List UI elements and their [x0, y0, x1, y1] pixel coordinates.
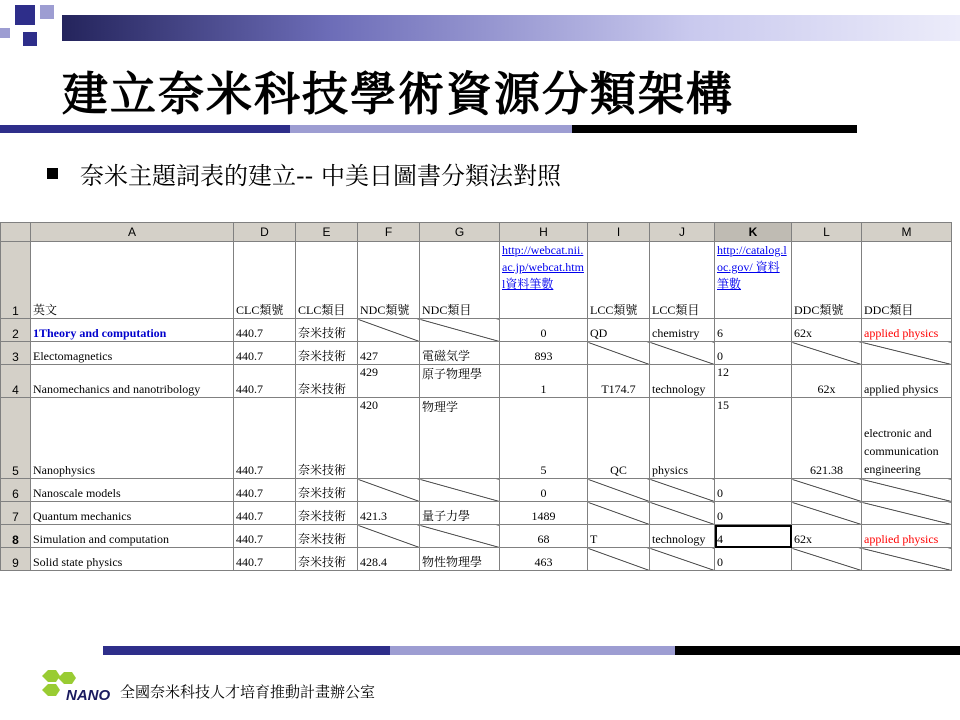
cell-l-empty[interactable] — [792, 479, 862, 502]
table-row — [1, 548, 952, 571]
cell-g[interactable]: 物性物理學 — [420, 548, 500, 571]
cell-h[interactable]: 1 — [500, 365, 588, 398]
cell-e[interactable]: 奈米技術 — [296, 319, 358, 342]
cell-l[interactable]: 62x — [792, 525, 862, 548]
slide-title: 建立奈米科技學術資源分類架構 — [62, 67, 734, 121]
cell-d[interactable]: 440.7 — [234, 502, 296, 525]
table-row — [1, 502, 952, 525]
cell-e[interactable]: 奈米技術 — [296, 342, 358, 365]
col-header-a[interactable]: A — [31, 223, 234, 242]
table-row-header — [1, 242, 952, 319]
row-header-6[interactable]: 6 — [1, 479, 31, 502]
col-header-i[interactable]: I — [588, 223, 650, 242]
cell-i[interactable]: T174.7 — [588, 365, 650, 398]
cell-e[interactable]: 奈米技術 — [296, 398, 358, 479]
cell-i-empty[interactable] — [588, 548, 650, 571]
cell-d[interactable]: 440.7 — [234, 548, 296, 571]
cell-i-empty[interactable] — [588, 479, 650, 502]
cell-d[interactable]: 440.7 — [234, 398, 296, 479]
title-underline-navy — [0, 125, 290, 133]
row-header-3[interactable]: 3 — [1, 342, 31, 365]
cell-h[interactable]: 463 — [500, 548, 588, 571]
spreadsheet-screenshot — [0, 222, 960, 586]
col-header-h[interactable]: H — [500, 223, 588, 242]
cell-e[interactable]: 奈米技術 — [296, 365, 358, 398]
table-row — [1, 319, 952, 342]
cell-header-h-link[interactable]: http://webcat.nii.ac.jp/webcat.html資料筆數 — [500, 242, 588, 319]
cell-i[interactable]: QD — [588, 319, 650, 342]
deco-square-lavender-small — [0, 28, 10, 38]
row-header-2[interactable]: 2 — [1, 319, 31, 342]
table-row — [1, 479, 952, 502]
col-header-j[interactable]: J — [650, 223, 715, 242]
cell-j[interactable]: technology — [650, 525, 715, 548]
cell-f-empty[interactable] — [358, 319, 420, 342]
cell-k[interactable]: 0 — [715, 342, 792, 365]
cell-a[interactable]: 1Theory and computation — [31, 319, 234, 342]
col-header-f[interactable]: F — [358, 223, 420, 242]
bottom-bar-black — [675, 646, 960, 655]
bullet-marker — [47, 168, 58, 179]
cell-e[interactable]: 奈米技術 — [296, 502, 358, 525]
cell-a[interactable]: Nanophysics — [31, 398, 234, 479]
cell-e[interactable]: 奈米技術 — [296, 548, 358, 571]
deco-square-navy — [15, 5, 35, 25]
cell-header-d[interactable]: CLC類號 — [234, 242, 296, 319]
cell-d[interactable]: 440.7 — [234, 525, 296, 548]
cell-m-empty[interactable] — [862, 342, 952, 365]
table-row — [1, 365, 952, 398]
table-row — [1, 525, 952, 548]
cell-a[interactable]: Solid state physics — [31, 548, 234, 571]
nano-logo — [34, 666, 124, 706]
bullet-item — [47, 158, 561, 188]
footer-text: 全國奈米科技人才培育推動計畫辦公室 — [120, 683, 376, 701]
cell-k[interactable]: 0 — [715, 502, 792, 525]
cell-header-f[interactable]: NDC類號 — [358, 242, 420, 319]
cell-h[interactable]: 1489 — [500, 502, 588, 525]
cell-j[interactable]: technology — [650, 365, 715, 398]
col-header-d[interactable]: D — [234, 223, 296, 242]
cell-d[interactable]: 440.7 — [234, 342, 296, 365]
row-header-7[interactable]: 7 — [1, 502, 31, 525]
cell-h[interactable]: 0 — [500, 479, 588, 502]
cell-f-empty[interactable] — [358, 525, 420, 548]
cell-e[interactable]: 奈米技術 — [296, 479, 358, 502]
col-header-k[interactable]: K — [715, 223, 792, 242]
cell-g[interactable]: 物理学 — [420, 398, 500, 479]
cell-f-empty[interactable] — [358, 479, 420, 502]
cell-a[interactable]: Nanomechanics and nanotribology — [31, 365, 234, 398]
row-header-1[interactable]: 1 — [1, 242, 31, 319]
bottom-bar-lavender — [390, 646, 675, 655]
cell-header-m[interactable]: DDC類目 — [862, 242, 952, 319]
cell-header-j[interactable]: LCC類目 — [650, 242, 715, 319]
cell-j-empty[interactable] — [650, 342, 715, 365]
cell-l-empty[interactable] — [792, 342, 862, 365]
column-header-row — [1, 223, 952, 242]
cell-f[interactable]: 428.4 — [358, 548, 420, 571]
cell-h[interactable]: 893 — [500, 342, 588, 365]
cell-m-empty[interactable] — [862, 548, 952, 571]
cell-g-empty[interactable] — [420, 479, 500, 502]
col-header-e[interactable]: E — [296, 223, 358, 242]
cell-g[interactable]: 電磁気学 — [420, 342, 500, 365]
cell-m-empty[interactable] — [862, 502, 952, 525]
cell-header-g[interactable]: NDC類目 — [420, 242, 500, 319]
cell-header-l[interactable]: DDC類號 — [792, 242, 862, 319]
cell-j-empty[interactable] — [650, 548, 715, 571]
row-header-9[interactable]: 9 — [1, 548, 31, 571]
cell-g[interactable]: 量子力學 — [420, 502, 500, 525]
cell-l-empty[interactable] — [792, 548, 862, 571]
cell-m-empty[interactable] — [862, 479, 952, 502]
cell-e[interactable]: 奈米技術 — [296, 525, 358, 548]
cell-f[interactable]: 420 — [358, 398, 420, 479]
deco-square-lavender — [40, 5, 54, 19]
spreadsheet-table — [0, 222, 952, 571]
top-gradient-band — [62, 15, 960, 41]
cell-l[interactable]: 621.38 — [792, 398, 862, 479]
cell-h[interactable]: 68 — [500, 525, 588, 548]
bottom-bar-navy — [103, 646, 390, 655]
cell-j[interactable]: chemistry — [650, 319, 715, 342]
cell-header-i[interactable]: LCC類號 — [588, 242, 650, 319]
cell-h[interactable]: 0 — [500, 319, 588, 342]
cell-k-active[interactable]: 4 — [715, 525, 792, 548]
cell-l-empty[interactable] — [792, 502, 862, 525]
cell-a[interactable]: Quantum mechanics — [31, 502, 234, 525]
cell-g-empty[interactable] — [420, 525, 500, 548]
cell-h[interactable]: 5 — [500, 398, 588, 479]
cell-d[interactable]: 440.7 — [234, 319, 296, 342]
cell-m[interactable]: applied physics — [862, 365, 952, 398]
cell-j[interactable]: physics — [650, 398, 715, 479]
col-header-g[interactable]: G — [420, 223, 500, 242]
cell-header-e[interactable]: CLC類目 — [296, 242, 358, 319]
col-header-m[interactable]: M — [862, 223, 952, 242]
cell-i[interactable]: T — [588, 525, 650, 548]
cell-j-empty[interactable] — [650, 502, 715, 525]
cell-i-empty[interactable] — [588, 342, 650, 365]
cell-j-empty[interactable] — [650, 479, 715, 502]
cell-f[interactable]: 429 — [358, 365, 420, 398]
cell-k[interactable]: 0 — [715, 548, 792, 571]
cell-k[interactable]: 0 — [715, 479, 792, 502]
cell-i[interactable]: QC — [588, 398, 650, 479]
cell-l[interactable]: 62x — [792, 365, 862, 398]
cell-header-a[interactable]: 英文 — [31, 242, 234, 319]
logo-text: NANO — [66, 687, 111, 704]
cell-i-empty[interactable] — [588, 502, 650, 525]
row-header-5[interactable]: 5 — [1, 398, 31, 479]
cell-m[interactable]: electronic and communication engineering — [862, 398, 952, 479]
cell-l[interactable]: 62x — [792, 319, 862, 342]
row-header-8[interactable]: 8 — [1, 525, 31, 548]
cell-g[interactable]: 原子物理學 — [420, 365, 500, 398]
cell-m[interactable]: applied physics — [862, 525, 952, 548]
title-underline-lavender — [290, 125, 572, 133]
bullet-text: 奈米主題詞表的建立-- 中美日圖書分類法對照 — [80, 161, 561, 190]
row-header-4[interactable]: 4 — [1, 365, 31, 398]
table-row — [1, 398, 952, 479]
table-row — [1, 342, 952, 365]
cell-header-k-link[interactable]: http://catalog.loc.gov/ 資料筆數 — [715, 242, 792, 319]
cell-f[interactable]: 421.3 — [358, 502, 420, 525]
title-underline-black — [572, 125, 857, 133]
cell-a[interactable]: Nanoscale models — [31, 479, 234, 502]
cell-k[interactable]: 12 — [715, 365, 792, 398]
cell-d[interactable]: 440.7 — [234, 479, 296, 502]
cell-a[interactable]: Electomagnetics — [31, 342, 234, 365]
cell-k[interactable]: 15 — [715, 398, 792, 479]
cell-g-empty[interactable] — [420, 319, 500, 342]
cell-a[interactable]: Simulation and computation — [31, 525, 234, 548]
deco-square-navy-small — [23, 32, 37, 46]
cell-k[interactable]: 6 — [715, 319, 792, 342]
cell-m[interactable]: applied physics — [862, 319, 952, 342]
cell-d[interactable]: 440.7 — [234, 365, 296, 398]
select-all-corner[interactable] — [1, 223, 31, 242]
col-header-l[interactable]: L — [792, 223, 862, 242]
cell-f[interactable]: 427 — [358, 342, 420, 365]
